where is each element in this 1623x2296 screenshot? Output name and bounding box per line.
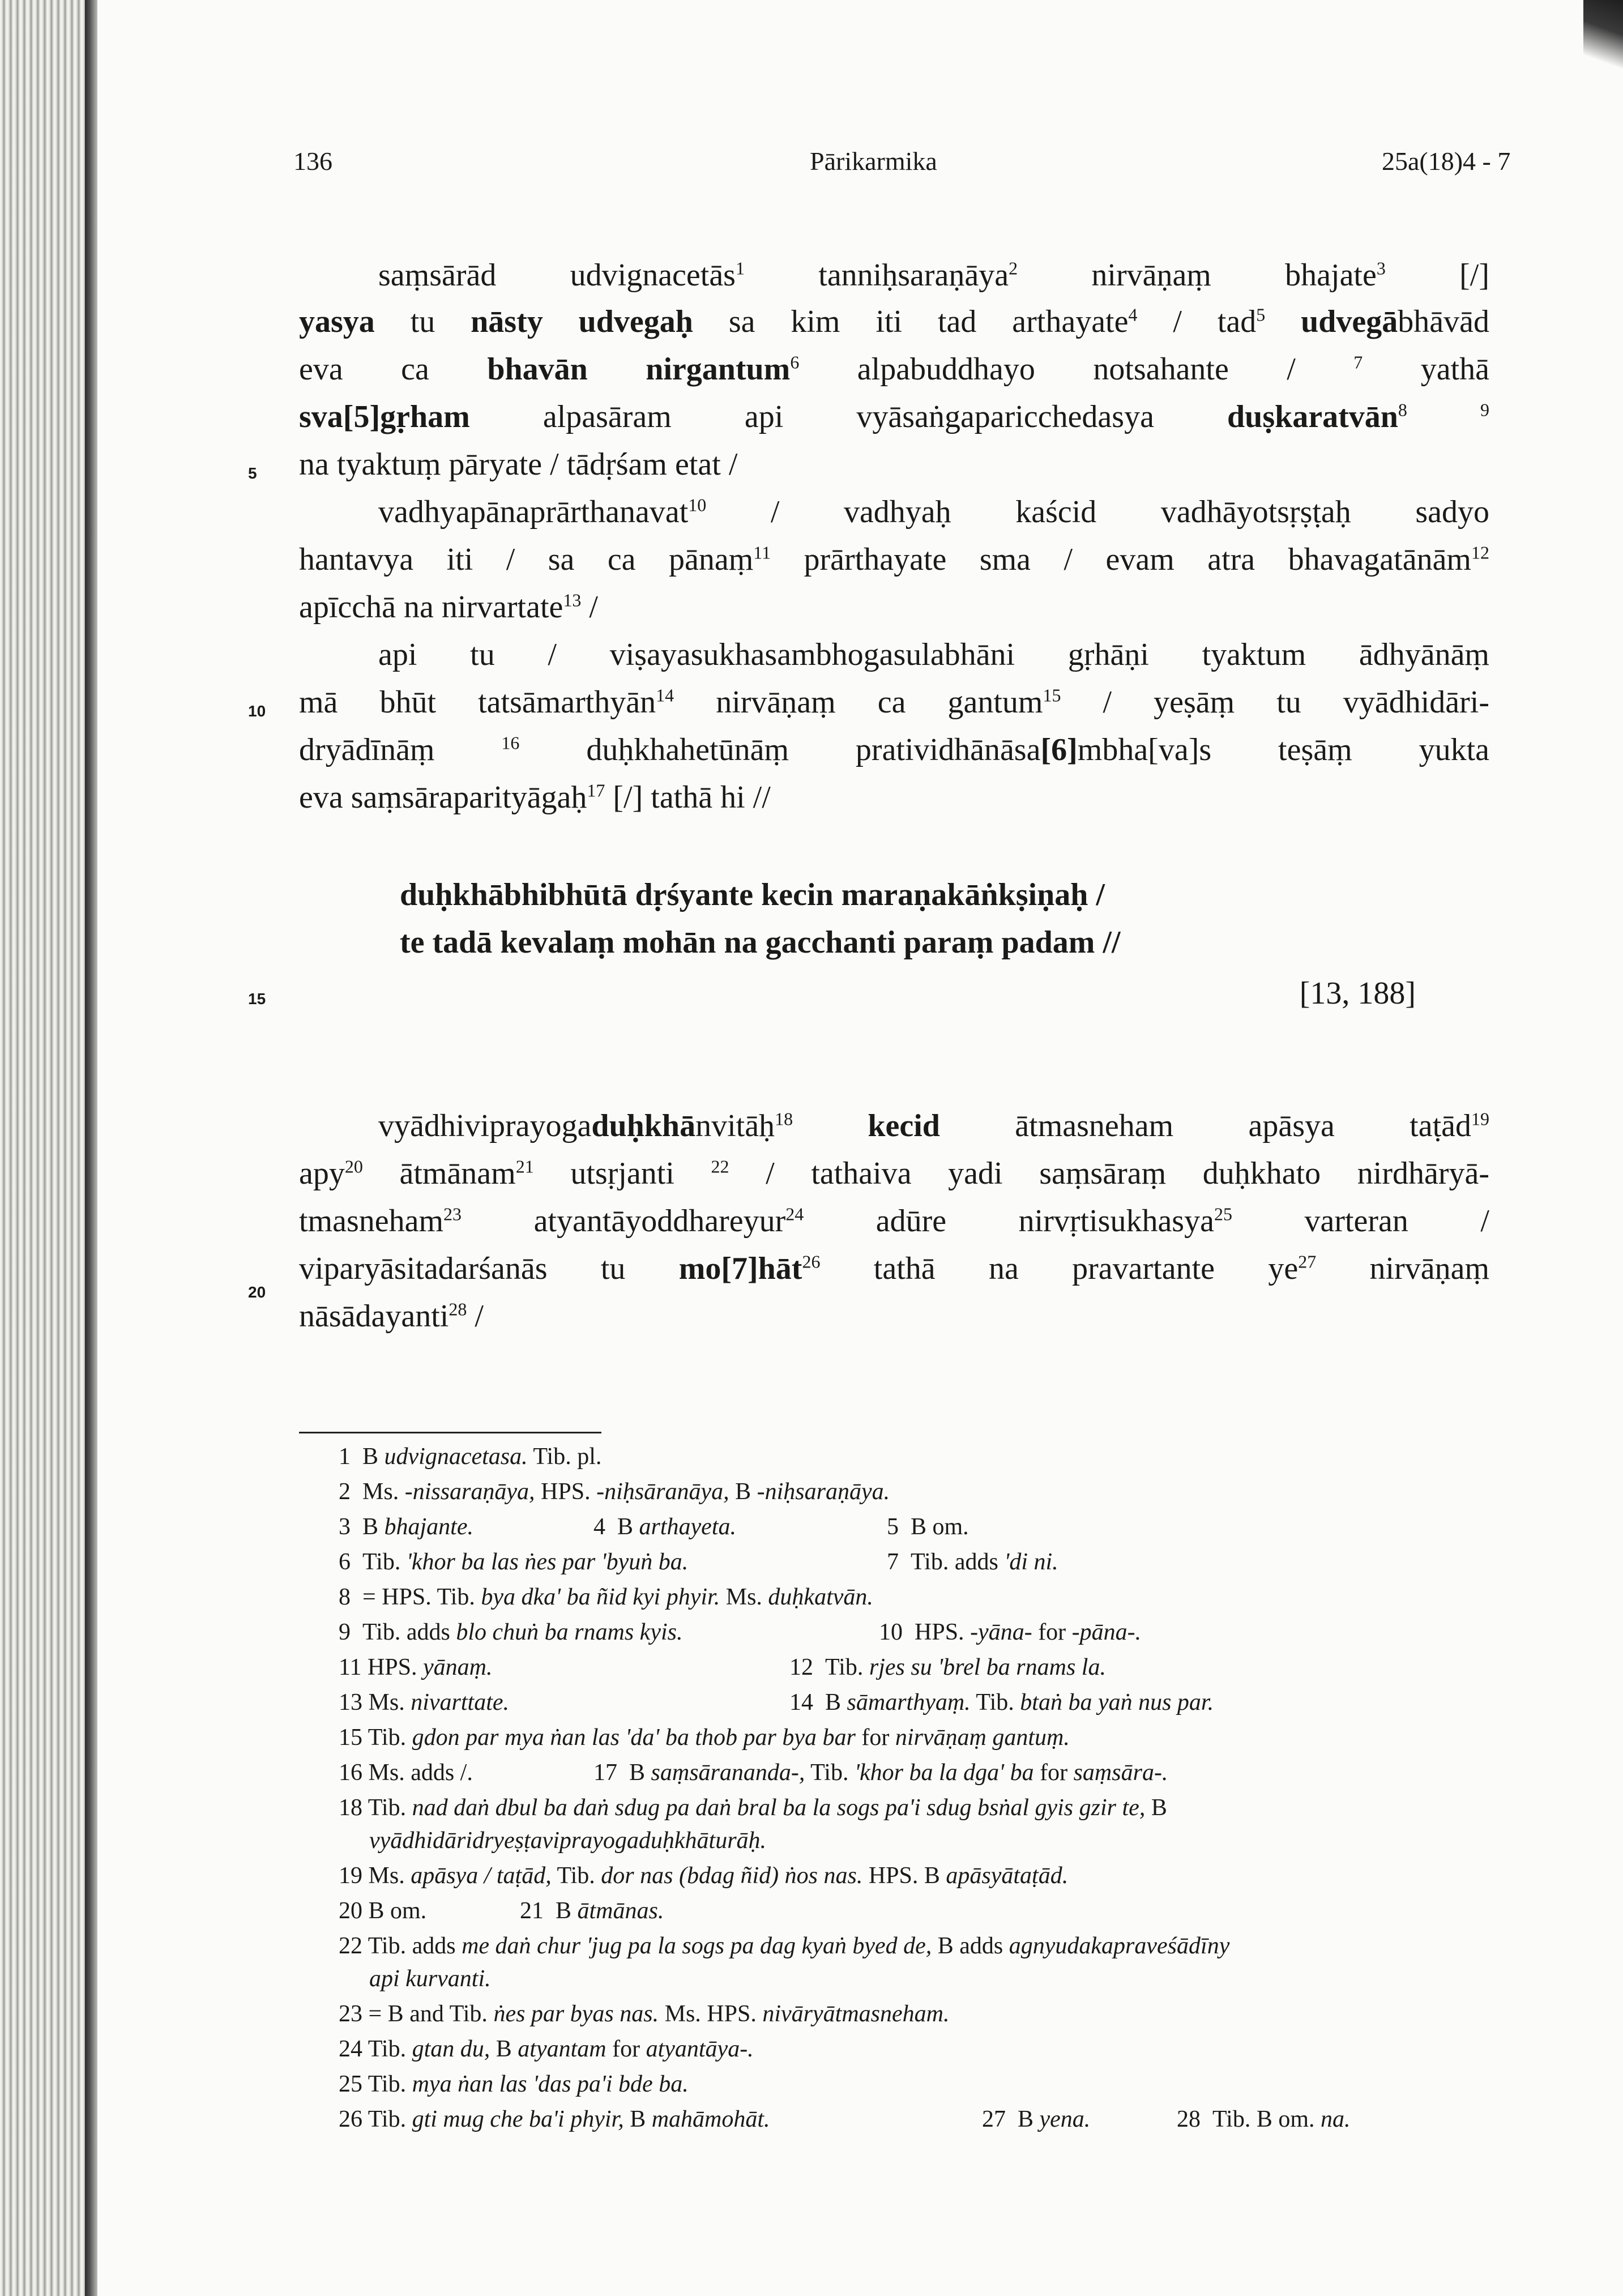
text-line: tmasneham$^{23}$ atyantāyoddhareyur$^{24}$ adūre nirvṛtisukhasya$^{25}$ varteran / xyxy=(299,1204,1489,1239)
running-title: Pārikarmika xyxy=(810,147,937,176)
footnote: 26 Tib. gti mug che ba'i phyir, B mahāmohāt. xyxy=(339,2106,770,2132)
verse-line-1: duḥkhābhibhūtā dṛśyante kecin maraṇakāṅkṣiṇaḥ / xyxy=(400,877,1105,912)
folio-reference: 25a(18)4 - 7 xyxy=(1382,147,1511,176)
page-corner-shadow xyxy=(1583,0,1623,85)
footnote: 11 HPS. yānaṃ. xyxy=(339,1654,493,1680)
footnote: 10 HPS. -yāna- for -pāna-. xyxy=(879,1619,1142,1645)
text-line: vadhyapānaprārthanavat$^{10}$ / vadhyaḥ kaścid vadhāyotsṛṣṭaḥ sadyo xyxy=(378,494,1489,530)
footnote: 9 Tib. adds blo chuṅ ba rnams kyis. xyxy=(339,1619,683,1645)
footnote: 28 Tib. B om. na. xyxy=(1177,2106,1351,2132)
footnote: 4 B arthayeta. xyxy=(593,1514,736,1540)
line-number: 10 xyxy=(248,702,266,720)
footnote: 14 B sāmarthyaṃ. Tib. btaṅ ba yaṅ nus par. xyxy=(789,1689,1214,1715)
footnote: 13 Ms. nivarttate. xyxy=(339,1689,510,1715)
footnote: 7 Tib. adds 'di ni. xyxy=(887,1549,1058,1575)
line-number: 15 xyxy=(248,990,266,1008)
footnote: 25 Tib. mya ṅan las 'das pa'i bde ba. xyxy=(339,2071,689,2097)
footnote: 21 B ātmānas. xyxy=(520,1898,664,1924)
footnote: 1 B udvignacetasa. Tib. pl. xyxy=(339,1444,602,1470)
footnote: 6 Tib. 'khor ba las ṅes par 'byuṅ ba. xyxy=(339,1549,689,1575)
footnote: 15 Tib. gdon par mya ṅan las 'da' ba thob par bya bar for nirvāṇaṃ gantuṃ. xyxy=(339,1725,1070,1751)
text-line: sva[5]gṛham alpasāram api vyāsaṅgaparicchedasya duṣkaratvān$^8$ $^9$ xyxy=(299,399,1490,434)
text-line: apy$^{20}$ ātmānam$^{21}$ utsṛjanti $^{22}$ / tathaiva yadi saṃsāraṃ duḥkhato nirdhāryā- xyxy=(299,1156,1490,1191)
text-line: mā bhūt tatsāmarthyān$^{14}$ nirvāṇaṃ ca gantum$^{15}$ / yeṣāṃ tu vyādhidāri- xyxy=(299,685,1489,720)
footnote: 8 = HPS. Tib. bya dka' ba ñid kyi phyir. Ms. duḥkatvān. xyxy=(339,1584,873,1610)
text-line: saṃsārād udvignacetās$^1$ tanniḥsaraṇāya$^2$ nirvāṇaṃ bhajate$^3$ [/] xyxy=(378,258,1489,293)
footnote: 18 Tib. nad daṅ dbul ba daṅ sdug pa daṅ bral ba la sogs pa'i sdug bsṅal gyis gzir te, B xyxy=(339,1795,1167,1821)
footnote: 19 Ms. apāsya / taṭād, Tib. dor nas (bdag ñid) ṅos nas. HPS. B apāsyātaṭād. xyxy=(339,1863,1069,1889)
footnote: 17 B saṃsārananda-, Tib. 'khor ba la dga' ba for saṃsāra-. xyxy=(593,1760,1168,1786)
footnote: 20 B om. xyxy=(339,1898,427,1924)
footnote: vyādhidāridryeṣṭaviprayogaduḥkhāturāḥ. xyxy=(369,1828,767,1854)
footnote: 16 Ms. adds /. xyxy=(339,1760,473,1786)
footnote: 5 B om. xyxy=(887,1514,969,1540)
text-line: hantavya iti / sa ca pānaṃ$^{11}$ prārthayate sma / evam atra bhavagatānām$^{12}$ xyxy=(299,542,1489,577)
text-line: yasya tu nāsty udvegaḥ sa kim iti tad arthayate$^4$ / tad$^5$ udvegābhāvād xyxy=(299,304,1490,339)
footnote: 23 = B and Tib. ṅes par byas nas. Ms. HPS. nivāryātmasneham. xyxy=(339,2001,950,2027)
footnote: 24 Tib. gtan du, B atyantam for atyantāya-. xyxy=(339,2036,754,2062)
text-line: na tyaktuṃ pāryate / tādṛśam etat / xyxy=(299,447,738,482)
text-line: eva ca bhavān nirgantum$^6$ alpabuddhayo notsahante / $^7$ yathā xyxy=(299,352,1489,387)
page-number: 136 xyxy=(293,147,332,176)
book-binding-shadow xyxy=(0,0,93,2296)
book-binding-edge xyxy=(85,0,97,2296)
verse-line-2: te tadā kevalaṃ mohān na gacchanti paraṃ padam // xyxy=(400,925,1121,960)
text-line: viparyāsitadarśanās tu mo[7]hāt$^{26}$ tathā na pravartante $ye^{27}$ nirvāṇaṃ xyxy=(299,1251,1489,1286)
text-line: nāsādayanti$^{28}$ / xyxy=(299,1299,484,1334)
line-number: 5 xyxy=(248,464,257,482)
footnote: api kurvanti. xyxy=(369,1966,491,1992)
footnote: 22 Tib. adds me daṅ chur 'jug pa la sogs pa dag kyaṅ byed de, B adds agnyudakapraveśādīny xyxy=(339,1933,1230,1959)
footnote: 3 B bhajante. xyxy=(339,1514,473,1540)
footnote: 2 Ms. -nissaraṇāya, HPS. -niḥsāranāya, B -niḥsaraṇāya. xyxy=(339,1479,890,1505)
line-number: 20 xyxy=(248,1283,266,1301)
footnote-separator xyxy=(299,1432,601,1433)
text-line: api tu / viṣayasukhasambhogasulabhāni gṛhāṇi tyaktum ādhyānāṃ xyxy=(378,637,1489,672)
text-line: vyādhiviprayogaduḥkhānvitāḥ$^{18}$ kecid ātmasneham apāsya taṭād$^{19}$ xyxy=(378,1108,1490,1143)
footnote: 12 Tib. rjes su 'brel ba rnams la. xyxy=(789,1654,1106,1680)
text-line: eva saṃsāraparityāgaḥ$^{17}$ [/] tathā hi // xyxy=(299,780,771,815)
verse-reference: [13, 188] xyxy=(1299,976,1416,1011)
text-line: apīcchā na nirvartate$^{13}$ / xyxy=(299,590,598,625)
footnote: 27 B yena. xyxy=(982,2106,1091,2132)
text-line: dryādīnāṃ $^{16}$ duḥkhahetūnāṃ pratividhānāsa[6]mbha[va]s teṣāṃ yukta xyxy=(299,732,1489,767)
